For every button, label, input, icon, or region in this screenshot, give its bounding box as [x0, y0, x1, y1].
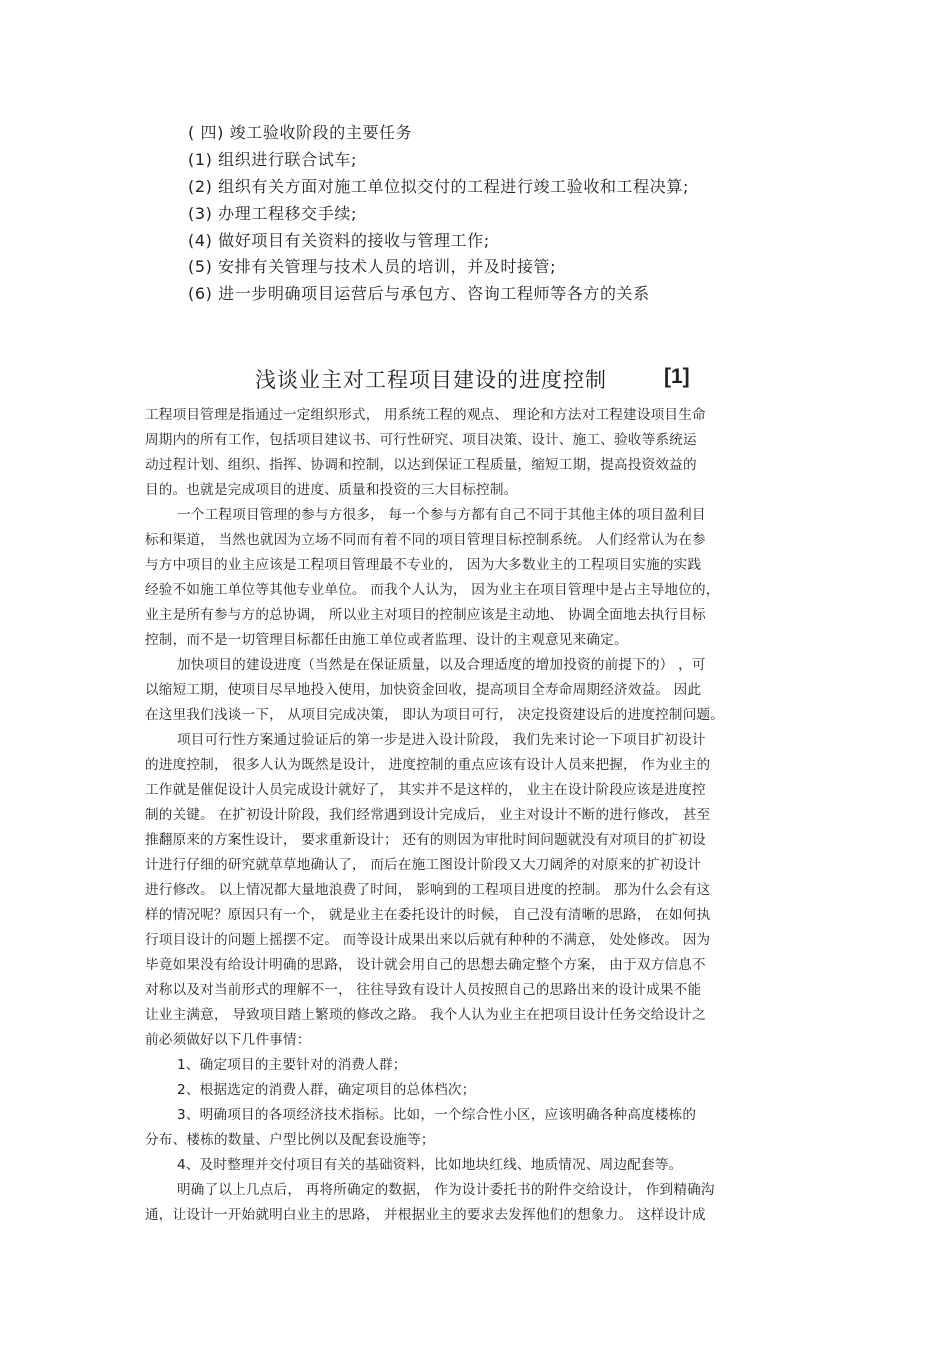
body-line: 毕竟如果没有给设计明确的思路， 设计就会用自己的思想去确定整个方案， 由于双方信息不 — [145, 957, 706, 973]
body-line: 样的情况呢？原因只有一个， 就是业主在委托设计的时候， 自己没有清晰的思路， 在如何执 — [145, 907, 711, 923]
body-line: 让业主满意， 导致项目踏上繁琐的修改之路。 我个人认为业主在把项目设计任务交给设计之 — [145, 1007, 706, 1023]
body-line: 工作就是催促设计人员完成设计就好了， 其实并不是这样的， 业主在设计阶段应该是进度控 — [145, 782, 706, 798]
body-line: 分布、楼栋的数量、户型比例以及配套设施等； — [145, 1132, 435, 1148]
body-line: 前必须做好以下几件事情： — [145, 1032, 311, 1048]
body-line: 行项目设计的问题上摇摆不定。 而等设计成果出来以后就有种种的不满意， 处处修改。 因为 — [145, 932, 711, 948]
body-line: 在这里我们浅谈一下， 从项目完成决策， 即认为项目可行， 决定投资建设后的进度控制问题。 — [145, 707, 725, 723]
body-line: 项目可行性方案通过验证后的第一步是进入设计阶段， 我们先来讨论一下项目扩初设计 — [177, 732, 706, 748]
body-line: 业主是所有参与方的总协调， 所以业主对项目的控制应该是主动地、 协调全面地去执行目标 — [145, 607, 706, 623]
body-line: 推翻原来的方案性设计， 要求重新设计； 还有的则因为审批时间问题就没有对项目的扩初设 — [145, 832, 706, 848]
body-line: 对称以及对当前形式的理解不一， 往往导致有设计人员按照自己的思路出来的设计成果不能 — [145, 982, 702, 998]
body-line: 的进度控制， 很多人认为既然是设计， 进度控制的重点应该有设计人员来把握， 作为业主的 — [145, 757, 711, 773]
task-item: (4) 做好项目有关资料的接收与管理工作; — [188, 231, 490, 250]
body-line: 明确了以上几点后， 再将所确定的数据， 作为设计委托书的附件交给设计， 作到精确沟 — [177, 1182, 715, 1198]
body-line: 经验不如施工单位等其他专业单位。 而我个人认为， 因为业主在项目管理中是占主导地位的， — [145, 582, 720, 598]
body-line: 以缩短工期，使项目尽早地投入使用，加快资金回收，提高项目全寿命周期经济效益。 因此 — [145, 682, 702, 698]
body-line: 目的。也就是完成项目的进度、质量和投资的三大目标控制。 — [145, 482, 518, 498]
list-item: 2、根据选定的消费人群，确定项目的总体档次； — [177, 1082, 476, 1098]
body-line: 一个工程项目管理的参与方很多， 每一个参与方都有自己不同于其他主体的项目盈利目 — [177, 507, 706, 523]
body-line: 动过程计划、组织、指挥、协调和控制，以达到保证工程质量，缩短工期，提高投资效益的 — [145, 457, 697, 473]
body-line: 计进行仔细的研究就草草地确认了， 而后在施工图设计阶段又大刀阔斧的对原来的扩初设计 — [145, 857, 702, 873]
task-item: (6) 进一步明确项目运营后与承包方、咨询工程师等各方的关系 — [188, 284, 650, 303]
body-line: 控制，而不是一切管理目标都任由施工单位或者监理、设计的主观意见来确定。 — [145, 632, 628, 648]
list-item: 4、及时整理并交付项目有关的基础资料，比如地块红线、地质情况、周边配套等。 — [177, 1157, 683, 1173]
body-line: 工程项目管理是指通过一定组织形式， 用系统工程的观点、 理论和方法对工程建设项目生命 — [145, 407, 706, 423]
task-item: (3) 办理工程移交手续; — [188, 204, 357, 223]
reference-marker: [1] — [664, 365, 690, 388]
section-heading: ( 四) 竣工验收阶段的主要任务 — [188, 123, 413, 142]
body-line: 标和渠道， 当然也就因为立场不同而有着不同的项目管理目标控制系统。 人们经常认为在参 — [145, 532, 706, 548]
body-line: 加快项目的建设进度（当然是在保证质量，以及合理适度的增加投资的前提下的） ，可 — [177, 657, 706, 673]
task-item: (2) 组织有关方面对施工单位拟交付的工程进行竣工验收和工程决算; — [188, 177, 689, 196]
body-line: 制的关键。 在扩初设计阶段，我们经常遇到设计完成后， 业主对设计不断的进行修改， 甚至 — [145, 807, 711, 823]
body-line: 进行修改。 以上情况都大量地浪费了时间， 影响到的工程项目进度的控制。 那为什么会有这 — [145, 882, 711, 898]
article-title: 浅谈业主对工程项目建设的进度控制 — [255, 368, 607, 392]
body-line: 周期内的所有工作，包括项目建议书、可行性研究、项目决策、设计、施工、验收等系统运 — [145, 432, 697, 448]
task-item: (5) 安排有关管理与技术人员的培训，并及时接管; — [188, 257, 557, 276]
list-item: 1、确定项目的主要针对的消费人群； — [177, 1057, 407, 1073]
body-line: 通，让设计一开始就明白业主的思路， 并根据业主的要求去发挥他们的想象力。 这样设计成 — [145, 1207, 706, 1223]
list-item: 3、明确项目的各项经济技术指标。比如，一个综合性小区，应该明确各种高度楼栋的 — [177, 1107, 697, 1123]
body-line: 与方中项目的业主应该是工程项目管理最不专业的， 因为大多数业主的工程项目实施的实践 — [145, 557, 702, 573]
task-item: (1) 组织进行联合试车; — [188, 150, 357, 169]
